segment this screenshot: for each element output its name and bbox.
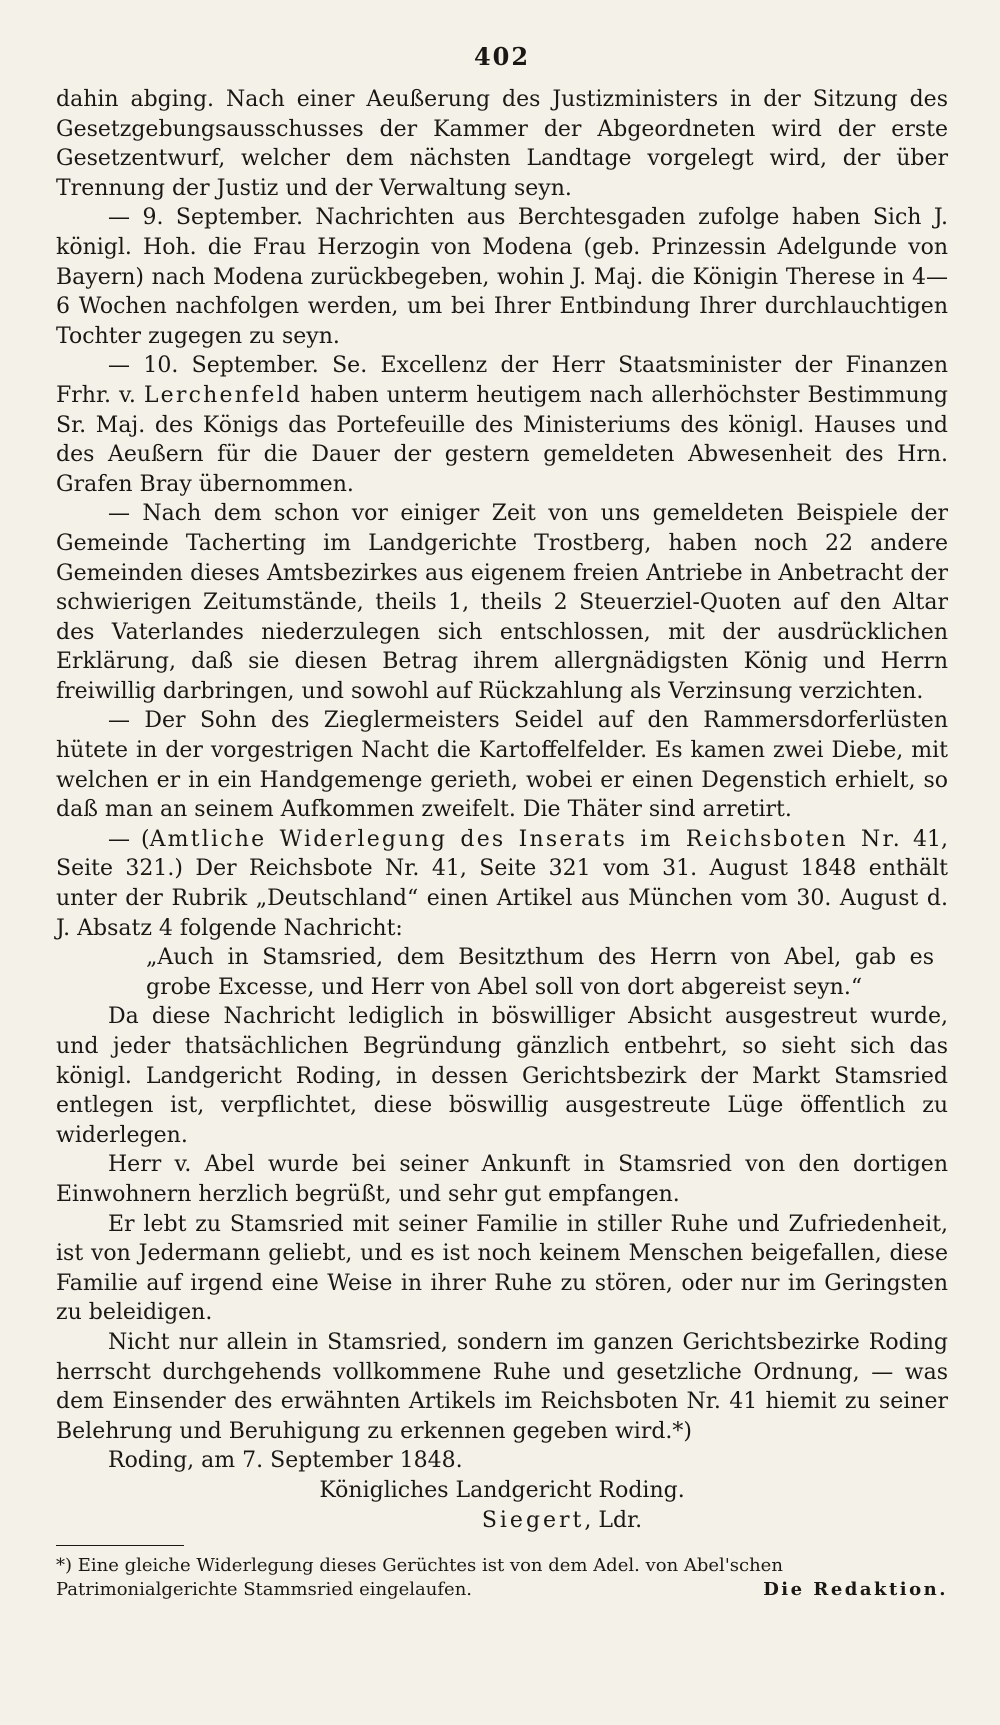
page-number: 402 [473, 42, 531, 71]
paragraph-abel-welcome: Herr v. Abel wurde bei seiner Ankunft in Stamsried von den dortigen Einwohnern herzlich begrüßt, und sehr gut empfangen. [56, 1152, 948, 1207]
paragraph-order: Nicht nur allein in Stamsried, sondern im ganzen Gerichtsbezirke Roding herrscht durchgehends vollkommene Ruhe und gesetzliche Ordnung, — was dem Einsender des erwähnten Artikels im Reichsboten Nr. 41 hiemit zu seiner Belehrung und Beruhigung zu erkennen gegeben wird.*) [56, 1329, 948, 1444]
footnote-divider [56, 1545, 184, 1546]
quoted-report: „Auch in Stamsried, dem Besitzthum des Herrn von Abel, gab es grobe Excesse, und Herr von Abel soll von dort abgereist seyn.“ [146, 945, 934, 1000]
article-body [56, 85, 948, 1535]
footnote-line-2-row [56, 1578, 948, 1602]
signature-title: , Ldr. [584, 1507, 643, 1533]
paragraph-abel-family: Er lebt zu Stamsried mit seiner Familie in stiller Ruhe und Zufriedenheit, ist von Jedermann geliebt, und es ist noch keinem Menschen beigefallen, diese Familie auf irgend eine Weise in ihrer Ruhe zu stören, oder nur im Geringsten zu beleidigen. [56, 1211, 948, 1326]
paragraph-stabbing: — Der Sohn des Zieglermeisters Seidel auf den Rammersdorferlüsten hütete in der vorgestrigen Nacht die Kartoffelfelder. Es kamen zwei Diebe, mit welchen er in ein Handgemenge gerieth, wobei er einen Degenstich erhielt, so daß man an seinem Aufkommen zweifelt. Die Thäter sind arretirt. [56, 708, 948, 823]
signature-authority: Königliches Landgericht Roding. [319, 1477, 685, 1503]
refutation-spaced-heading: Amtliche Widerlegung des Inserats im Reichsboten Nr. [149, 826, 902, 852]
paragraph-sept-10-start: — 10. September. Se. Excellenz der Herr Staatsminister der Finanzen Frhr. v. [56, 353, 948, 408]
refutation-dash: — ( [108, 826, 150, 852]
paragraph-sept-9: — 9. September. Nachrichten aus Berchtesgaden zufolge haben Sich J. königl. Hoh. die Frau Herzogin von Modena (geb. Prinzessin Adelgunde von Bayern) nach Modena zurückbegeben, wohin J. Maj. die Königin Therese in 4—6 Wochen nachfolgen werden, um bei Ihrer Entbindung Ihrer durchlauchtigen Tochter zugegen zu seyn. [56, 205, 948, 349]
paragraph-sept-10-end: haben unterm heutigem nach allerhöchster Bestimmung Sr. Maj. des Königs das Portefeuille des Ministeriums des königl. Hauses und des Aeußern für die Dauer der gestern gemeldeten Abwesenheit des Hrn. Grafen Bray übernommen. [56, 382, 949, 497]
paragraph-official-refutation [56, 825, 948, 943]
signature-place-date: Roding, am 7. September 1848. [108, 1448, 463, 1474]
footnote-line-2: Patrimonialgerichte Stammsried eingelaufen. [56, 1579, 473, 1601]
signature-name: Siegert [481, 1507, 585, 1533]
refutation-text: 41, Seite 321.) Der Reichsbote Nr. 41, Seite 321 vom 31. August 1848 enthält unter der Rubrik „Deutschland“ einen Artikel aus München vom 30. August d. J. Absatz 4 folgende Nachricht: [56, 826, 948, 941]
footnote [56, 1554, 948, 1602]
paragraph-refutation-reason: Da diese Nachricht lediglich in böswilliger Absicht ausgestreut wurde, und jeder thatsächlichen Begründung gänzlich entbehrt, so sieht sich das königl. Landgericht Roding, in dessen Gerichtsbezirk der Markt Stamsried entlegen ist, verpflichtet, diese böswillig ausgestreute Lüge öffentlich zu widerlegen. [56, 1004, 948, 1148]
footnote-editor: Die Redaktion. [763, 1579, 948, 1601]
paragraph-justice-reform: dahin abging. Nach einer Aeußerung des Justizministers in der Sitzung des Gesetzgebungsausschusses der Kammer der Abgeordneten wird der erste Gesetzentwurf, welcher dem nächsten Landtage vorgelegt wird, der über Trennung der Justiz und der Verwaltung seyn. [56, 87, 948, 201]
footnote-line-1: *) Eine gleiche Widerlegung dieses Gerüchtes ist von dem Adel. von Abel'schen [56, 1555, 783, 1577]
signature-name-line [56, 1506, 948, 1536]
spaced-name-lerchenfeld: Lerchenfeld [143, 382, 303, 408]
paragraph-tax-donation: — Nach dem schon vor einiger Zeit von uns gemeldeten Beispiele der Gemeinde Tacherting im Landgerichte Trostberg, haben noch 22 andere Gemeinden dieses Amtsbezirkes aus eigenem freien Antriebe in Anbetracht der schwierigen Zeitumstände, theils 1, theils 2 Steuerziel-Quoten auf den Altar des Vaterlandes niederzulegen sich entschlossen, mit der ausdrücklichen Erklärung, daß sie diesen Betrag ihrem allergnädigsten König und Herrn freiwillig darbringen, und sowohl auf Rückzahlung als Verzinsung verzichten. [56, 501, 948, 704]
paragraph-sept-10 [56, 351, 948, 499]
